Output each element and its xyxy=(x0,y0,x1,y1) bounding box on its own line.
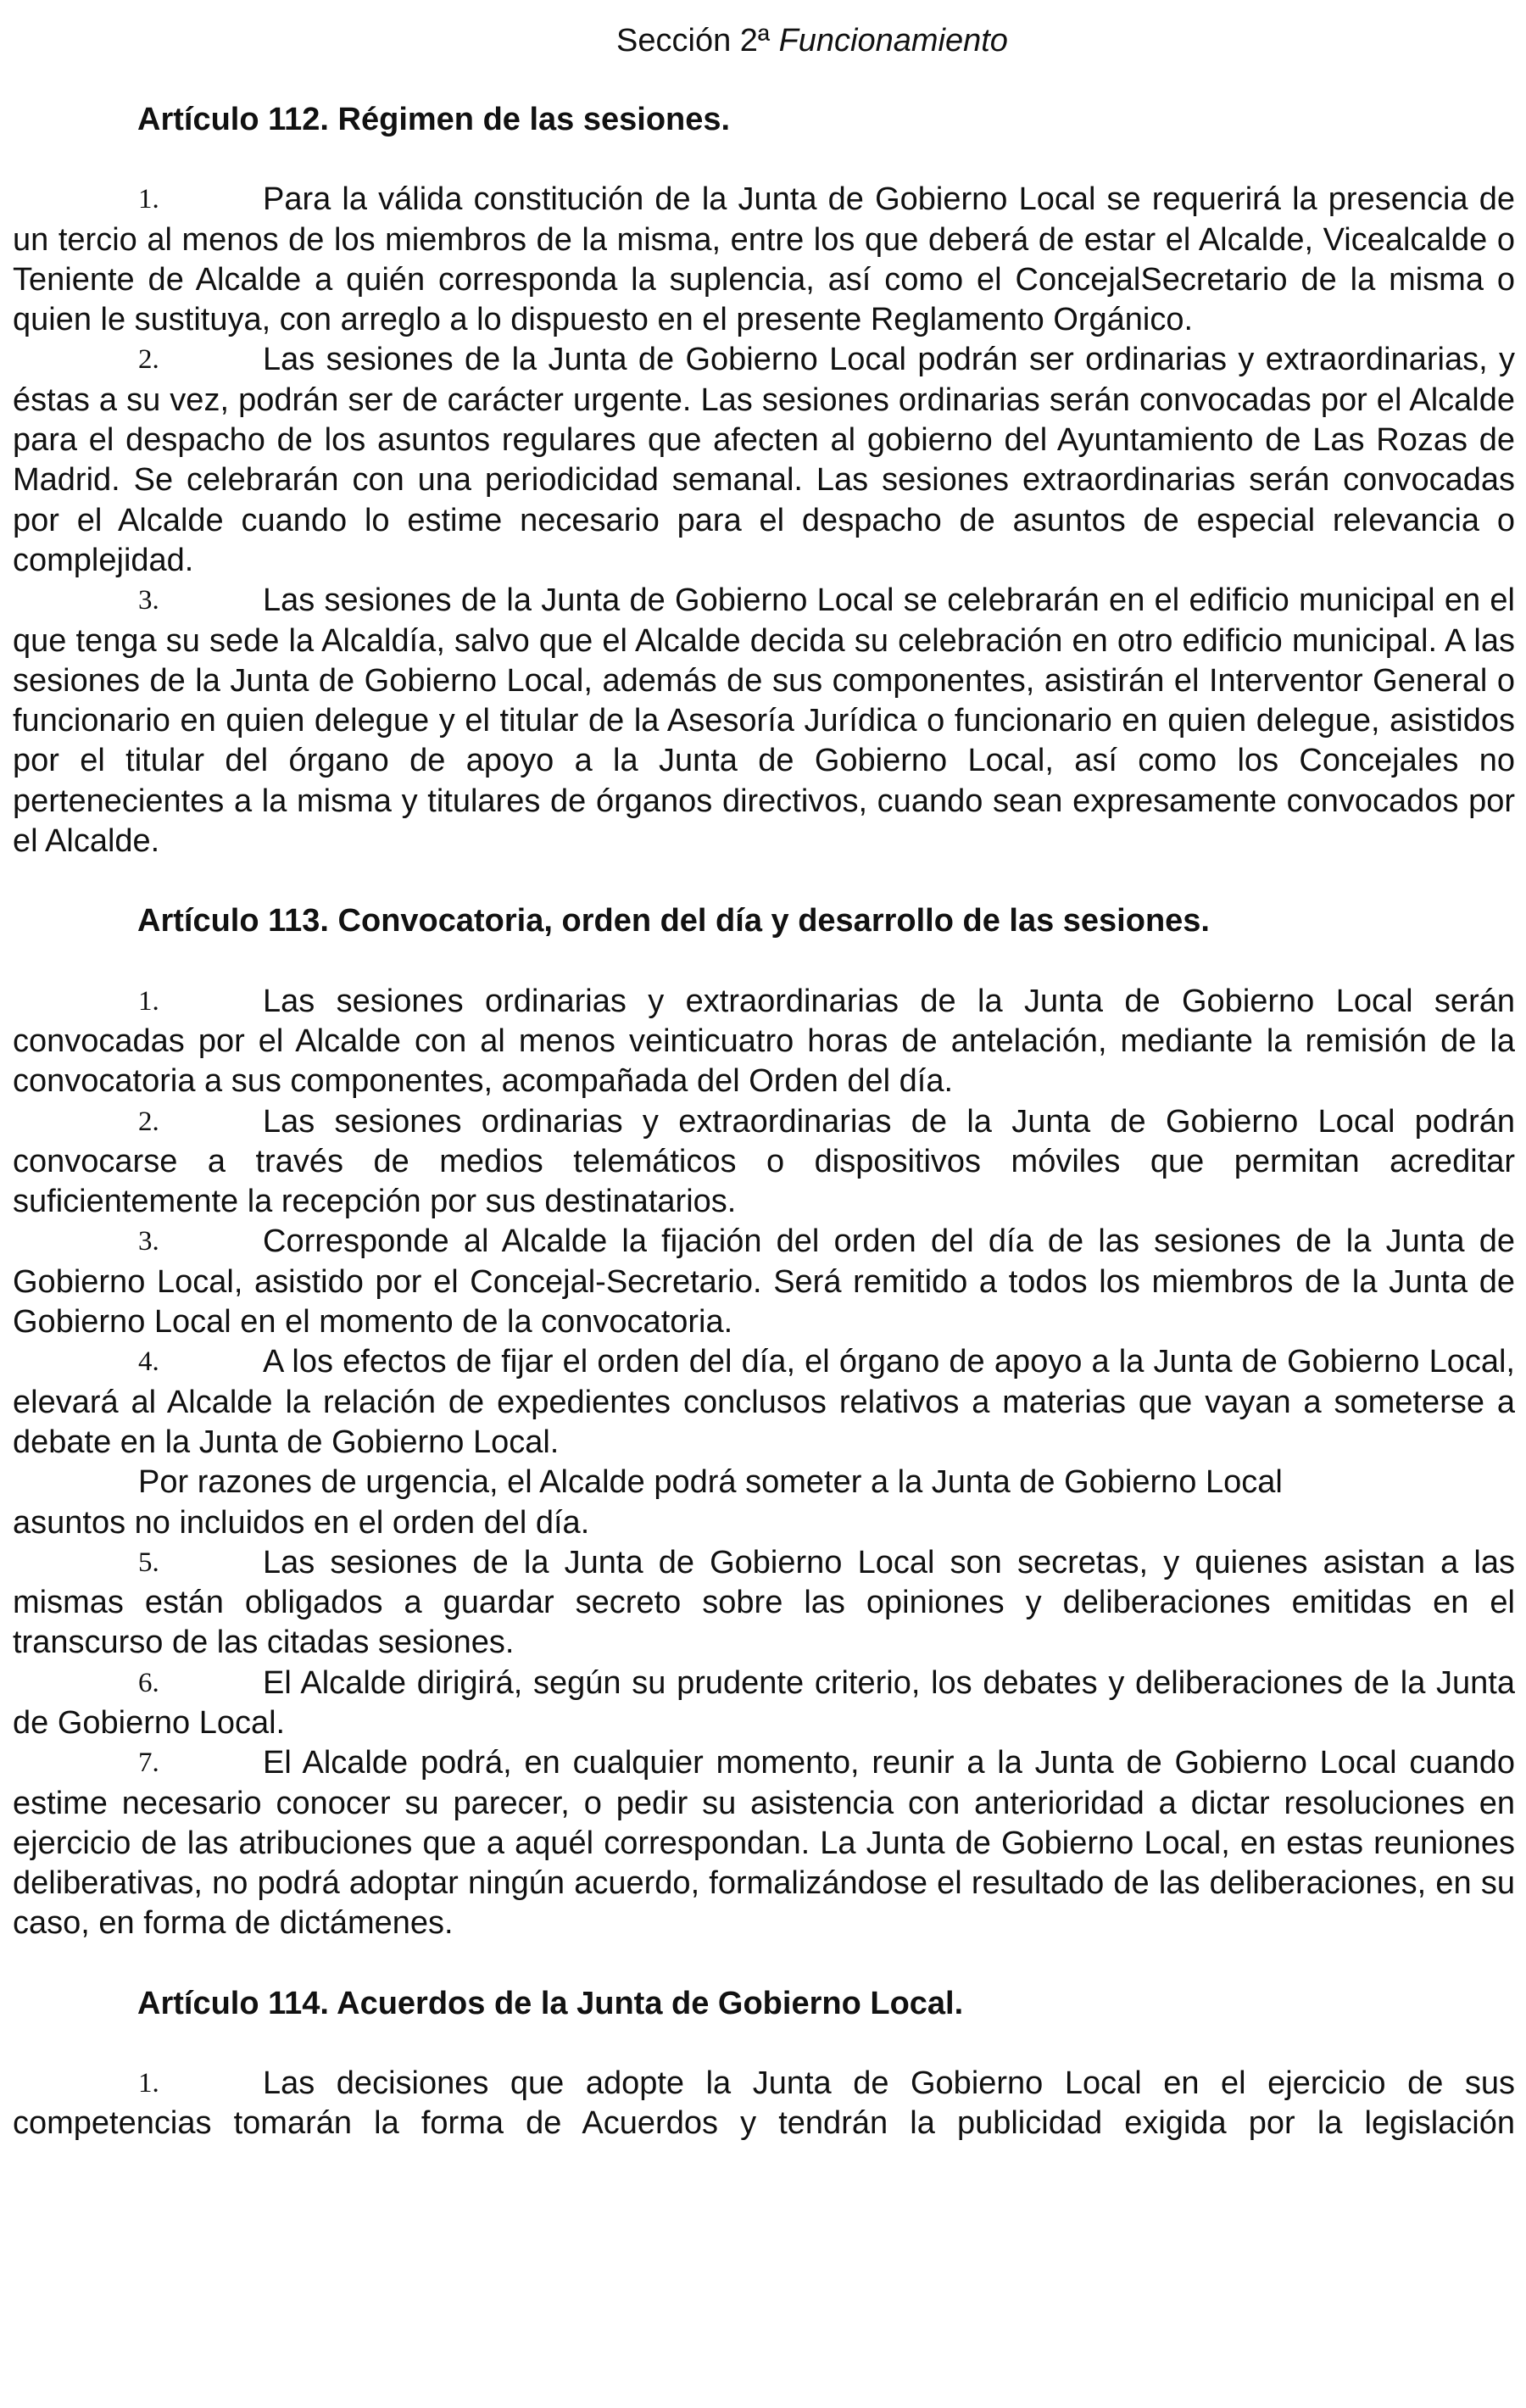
item-number: 3. xyxy=(138,1226,159,1257)
article-114-title: Artículo 114. Acuerdos de la Junta de Gobierno Local. xyxy=(137,1985,964,2021)
article-113-item-5 xyxy=(13,1543,1515,1664)
item-text: Las sesiones de la Junta de Gobierno Local son secretas, y quienes asistan a las mismas están obligados a guardar secreto sobre las opiniones y deliberaciones emitidas en el transcurso de las citadas sesiones. xyxy=(13,1544,1515,1661)
item-text: Corresponde al Alcalde la fijación del orden del día de las sesiones de la Junta de Gobierno Local, asistido por el Concejal-Secretario. Será remitido a todos los miembros de la Junta de Gobierno Local en el momento de la convocatoria. xyxy=(13,1224,1515,1341)
article-113-title: Artículo 113. Convocatoria, orden del día y desarrollo de las sesiones. xyxy=(137,903,1210,939)
item-number: 6. xyxy=(138,1667,159,1698)
item-number: 7. xyxy=(138,1747,159,1779)
item-number: 1. xyxy=(138,985,159,1017)
item-text: El Alcalde dirigirá, según su prudente criterio, los debates y deliberaciones de la Junta de Gobierno Local. xyxy=(13,1664,1515,1741)
item-number: 1. xyxy=(138,2068,159,2099)
note-line-1: Por razones de urgencia, el Alcalde podrá someter a la Junta de Gobierno Local xyxy=(138,1464,1283,1501)
article-112-title: Artículo 112. Régimen de las sesiones. xyxy=(137,102,731,137)
article-114-item-1 xyxy=(13,2064,1515,2144)
item-number: 4. xyxy=(138,1346,159,1378)
article-112-item-1 xyxy=(13,180,1515,340)
item-number: 5. xyxy=(138,1547,159,1578)
section-prefix: Sección 2ª xyxy=(616,23,770,59)
article-112-item-3 xyxy=(13,581,1515,861)
article-113-item-3 xyxy=(13,1222,1515,1342)
item-text: Las sesiones de la Junta de Gobierno Local se celebrarán en el edificio municipal en el que tenga su sede la Alcaldía, salvo que el Alcalde decida su celebración en otro edificio municipal. A las sesiones de la Junta de Gobierno Local, además de sus componentes, asistirán el Interventor General o funcionario en quien delegue y el titular de la Asesoría Jurídica o funcionario en quien delegue, asistidos por el titular del órgano de apoyo a la Junta de Gobierno Local, así como los Concejales no pertenecientes a la misma y titulares de órganos directivos, cuando sean expresamente convocados por el Alcalde. xyxy=(13,582,1515,860)
article-112-item-2 xyxy=(13,340,1515,581)
item-text: Las sesiones ordinarias y extraordinarias de la Junta de Gobierno Local podrán convocarse a través de medios telemáticos o dispositivos móviles que permitan acreditar suficientemente la recepción por sus destinatarios. xyxy=(13,1103,1515,1220)
item-text: El Alcalde podrá, en cualquier momento, reunir a la Junta de Gobierno Local cuando estime necesario conocer su parecer, o pedir su asistencia con anterioridad a dictar resoluciones en ejercicio de las atribuciones que a aquél correspondan. La Junta de Gobierno Local, en estas reuniones deliberativas, no podrá adoptar ningún acuerdo, formalizándose el resultado de las deliberaciones, en su caso, en forma de dictámenes. xyxy=(13,1745,1515,1942)
article-113-item-4 xyxy=(13,1342,1515,1463)
document-body xyxy=(13,100,1515,2144)
article-113-item-2 xyxy=(13,1102,1515,1223)
item-number: 1. xyxy=(138,184,159,215)
item-number: 3. xyxy=(138,585,159,616)
article-113-item-1 xyxy=(13,982,1515,1102)
item-text: Las sesiones de la Junta de Gobierno Local podrán ser ordinarias y extraordinarias, y éstas a su vez, podrán ser de carácter urgente. Las sesiones ordinarias serán convocadas por el Alcalde para el despacho de los asuntos regulares que afecten al gobierno del Ayuntamiento de Las Rozas de Madrid. Se celebrarán con una periodicidad semanal. Las sesiones extraordinarias serán convocadas por el Alcalde cuando lo estime necesario para el despacho de asuntos de especial relevancia o complejidad. xyxy=(13,342,1515,578)
item-text: Las decisiones que adopte la Junta de Gobierno Local en el ejercicio de sus competencias tomarán la forma de Acuerdos y tendrán la publicidad exigida por la legislación xyxy=(13,2065,1515,2142)
item-number: 2. xyxy=(138,344,159,376)
section-name: Funcionamiento xyxy=(778,23,1008,59)
item-text: A los efectos de fijar el orden del día, el órgano de apoyo a la Junta de Gobierno Local, elevará al Alcalde la relación de expedientes conclusos relativos a materias que vayan a someterse a debate en la Junta de Gobierno Local. xyxy=(13,1344,1515,1460)
section-heading xyxy=(0,19,1526,63)
item-number: 2. xyxy=(138,1106,159,1137)
item-text: Las sesiones ordinarias y extraordinarias de la Junta de Gobierno Local serán convocadas por el Alcalde con al menos veinticuatro horas de antelación, mediante la remisión de la convocatoria a sus componentes, acompañada del Orden del día. xyxy=(13,983,1515,1100)
note-line-2: asuntos no incluidos en el orden del día. xyxy=(13,1504,590,1541)
article-113-item-7 xyxy=(13,1743,1515,1943)
item-text: Para la válida constitución de la Junta de Gobierno Local se requerirá la presencia de un tercio al menos de los miembros de la misma, entre los que deberá de estar el Alcalde, Vicealcalde o Teniente de Alcalde a quién corresponda la suplencia, así como el ConcejalSecretario de la misma o quien le sustituya, con arreglo a lo dispuesto en el presente Reglamento Orgánico. xyxy=(13,181,1515,338)
article-113-note xyxy=(13,1463,1515,1543)
article-113-item-6 xyxy=(13,1664,1515,1744)
